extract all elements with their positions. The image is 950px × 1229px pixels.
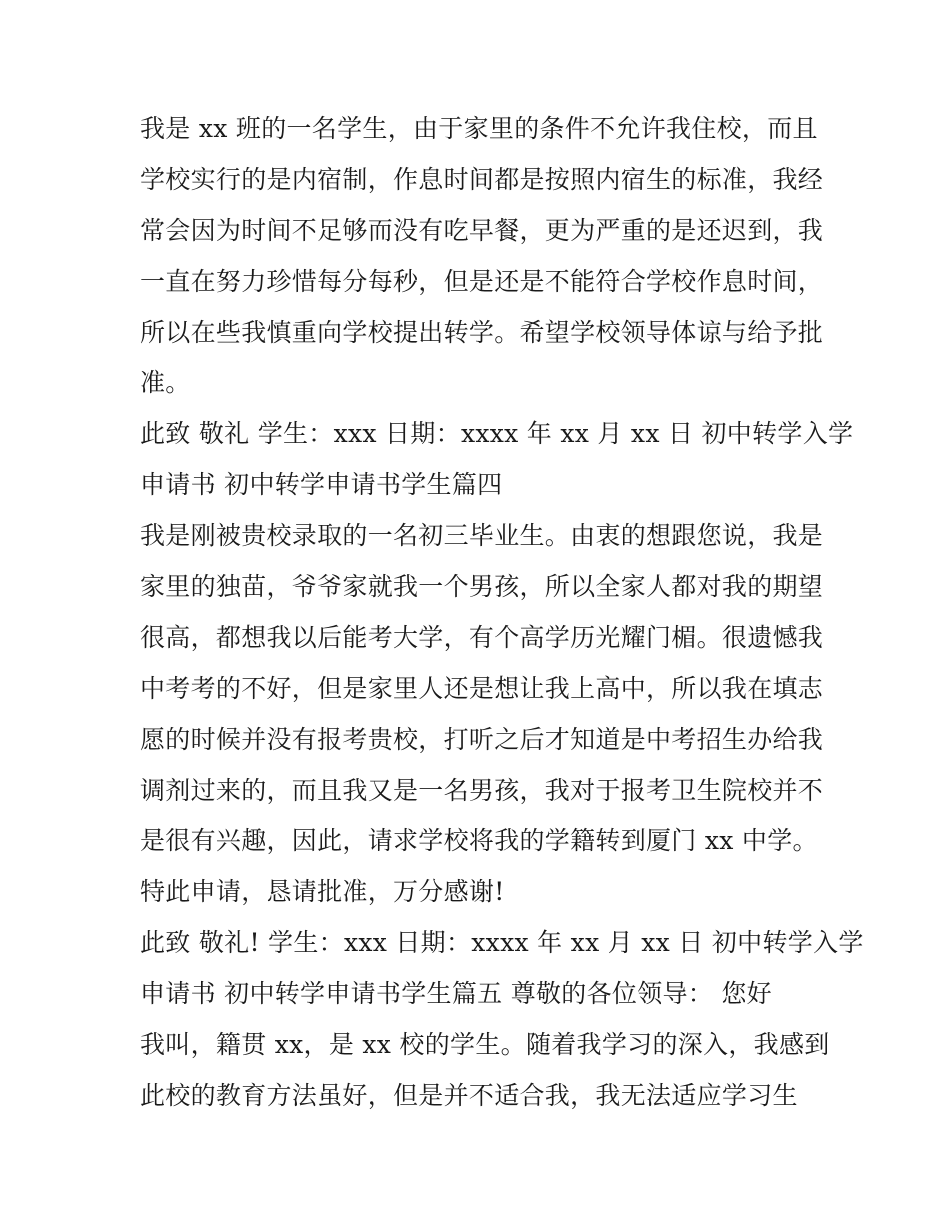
text-line: 申请书 初中转学申请书学生篇五 尊敬的各位领导： 您好 [140,979,772,1009]
text-line: 学校实行的是内宿制，作息时间都是按照内宿生的标准，我经 [140,164,824,194]
text-line: 此校的教育方法虽好，但是并不适合我，我无法适应学习生 [140,1080,798,1110]
text-line: 所以在些我慎重向学校提出转学。希望学校领导体谅与给予批 [140,317,824,347]
text-line: 此致 敬礼 学生：xxx 日期：xxxx 年 xx 月 xx 日 初中转学入学 [140,419,854,449]
text-line: 特此申请，恳请批准，万分感谢! [140,877,505,907]
text-line: 申请书 初中转学申请书学生篇四 [140,470,503,500]
text-line: 我是刚被贵校录取的一名初三毕业生。由衷的想跟您说，我是 [140,521,824,551]
text-line: 很高，都想我以后能考大学，有个高学历光耀门楣。很遗憾我 [140,622,824,652]
text-line: 我是 xx 班的一名学生，由于家里的条件不允许我住校，而且 [140,114,818,143]
text-line: 准。 [140,368,191,398]
text-line: 调剂过来的，而且我又是一名男孩，我对于报考卫生院校并不 [140,775,824,805]
document-body [140,104,864,1122]
text-line: 此致 敬礼! 学生：xxx 日期：xxxx 年 xx 月 xx 日 初中转学入学 [140,928,864,958]
text-line: 我叫，籍贯 xx，是 xx 校的学生。随着我学习的深入，我感到 [140,1030,830,1060]
text-line: 中考考的不好，但是家里人还是想让我上高中，所以我在填志 [140,673,824,703]
text-line: 是很有兴趣，因此，请求学校将我的学籍转到厦门 xx 中学。 [140,826,818,856]
text-line: 一直在努力珍惜每分每秒，但是还是不能符合学校作息时间， [140,266,824,296]
text-line: 愿的时候并没有报考贵校，打听之后才知道是中考招生办给我 [140,724,824,754]
text-line: 家里的独苗，爷爷家就我一个男孩，所以全家人都对我的期望 [140,572,824,602]
text-line: 常会因为时间不足够而没有吃早餐，更为严重的是还迟到，我 [140,215,824,245]
